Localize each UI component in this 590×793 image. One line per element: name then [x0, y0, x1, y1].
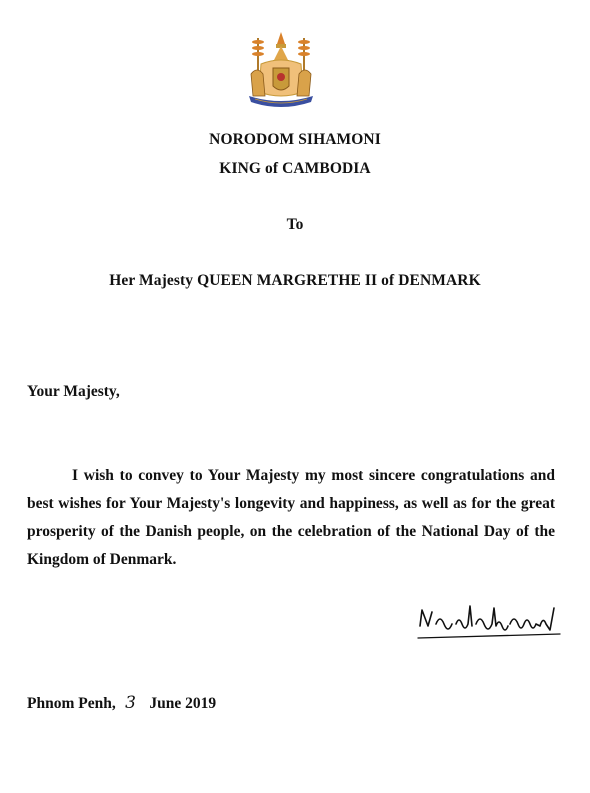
- royal-coat-of-arms-icon: [243, 30, 319, 112]
- handwritten-day: 3: [125, 693, 136, 713]
- sender-name: NORODOM SIHAMONI: [209, 131, 381, 148]
- recipient-line: [0, 272, 590, 290]
- signature-icon: [414, 600, 564, 648]
- place: Phnom Penh,: [27, 695, 116, 712]
- month-year: June 2019: [149, 695, 217, 712]
- addressee-to: To: [286, 216, 304, 233]
- letter-body: I wish to convey to Your Majesty my most sincere congratulations and best wishes for Your Majesty's longevity and happiness, as well as for the great prosperity of the Danish people, on the celebration of the National Day of the Kingdom of Denmark.: [27, 467, 555, 568]
- date-line: [27, 693, 216, 713]
- salutation: Your Majesty,: [27, 383, 120, 400]
- sender-title: KING of CAMBODIA: [219, 160, 371, 177]
- recipient-prefix: Her Majesty: [109, 272, 198, 289]
- recipient-name: QUEEN MARGRETHE II of DENMARK: [197, 272, 481, 289]
